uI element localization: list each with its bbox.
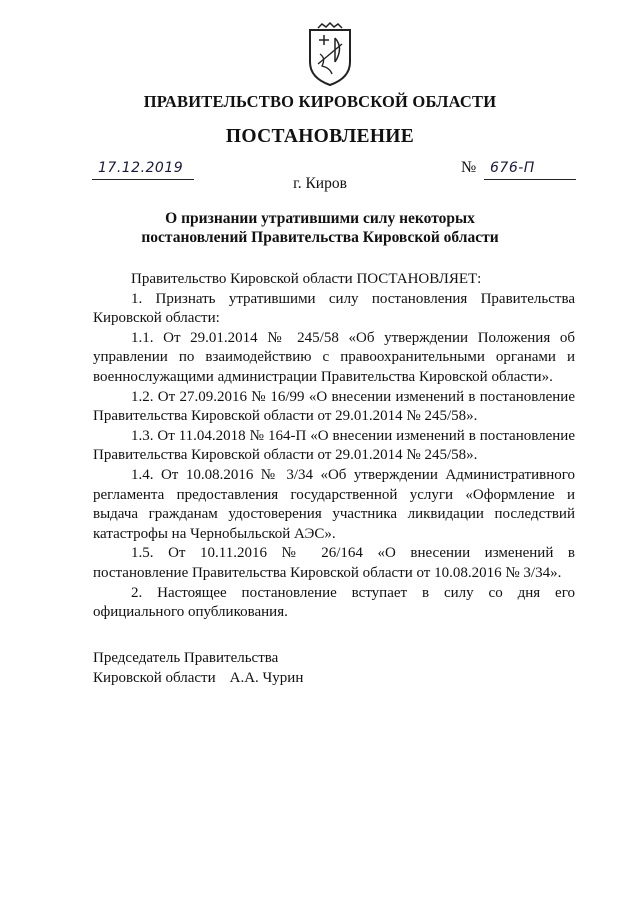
document-title [0, 209, 640, 247]
paragraph: 1.4. От 10.08.2016 № 3/34 «Об утверждении Административного регламента предоставления государственной услуги «Оформление и выдача гражданам удостоверения участника ликвидации последствий катастрофы на Чернобыльской АЭС». [93, 466, 575, 542]
title-line-2: постановлений Правительства Кировской области [141, 229, 499, 246]
paragraph: 1.1. От 29.01.2014 № 245/58 «Об утверждении Положения об управлении по взаимодействию с правоохранительными органами и военнослужащими администрации Правительства Кировской области». [93, 329, 575, 385]
paragraph: 1.2. От 27.09.2016 № 16/99 «О внесении изменений в постановление Правительства Кировской области от 29.01.2014 № 245/58». [93, 388, 575, 425]
document-body [93, 270, 575, 623]
signer-position-line-2 [93, 668, 303, 688]
signature-block [93, 648, 303, 688]
coat-of-arms-icon [304, 22, 356, 88]
signer-region: Кировской области [93, 670, 216, 686]
signer-position-line-1: Председатель Правительства [93, 650, 279, 666]
paragraph: 1.5. От 10.11.2016 № 26/164 «О внесении изменений в постановление Правительства Кировской области от 10.08.2016 № 3/34». [93, 545, 575, 581]
document-date: 17.12.2019 [98, 160, 184, 176]
document-number: 676-П [490, 160, 535, 176]
document-type: ПОСТАНОВЛЕНИЕ [225, 126, 415, 147]
paragraph: 1. Признать утратившими силу постановления Правительства Кировской области: [93, 290, 575, 327]
paragraph: 1.3. От 11.04.2018 № 164-П «О внесении изменений в постановление Правительства Кировской области от 29.01.2014 № 245/58». [93, 427, 575, 464]
paragraph: Правительство Кировской области ПОСТАНОВЛЯЕТ: [131, 271, 482, 287]
number-label: № [461, 159, 477, 176]
title-line-1: О признании утратившими силу некоторых [165, 210, 475, 227]
paragraph: 2. Настоящее постановление вступает в силу со дня его официального опубликования. [93, 584, 575, 621]
city: г. Киров [293, 175, 347, 192]
signer-name: А.А. Чурин [229, 670, 304, 686]
government-name: ПРАВИТЕЛЬСТВО КИРОВСКОЙ ОБЛАСТИ [143, 92, 497, 111]
